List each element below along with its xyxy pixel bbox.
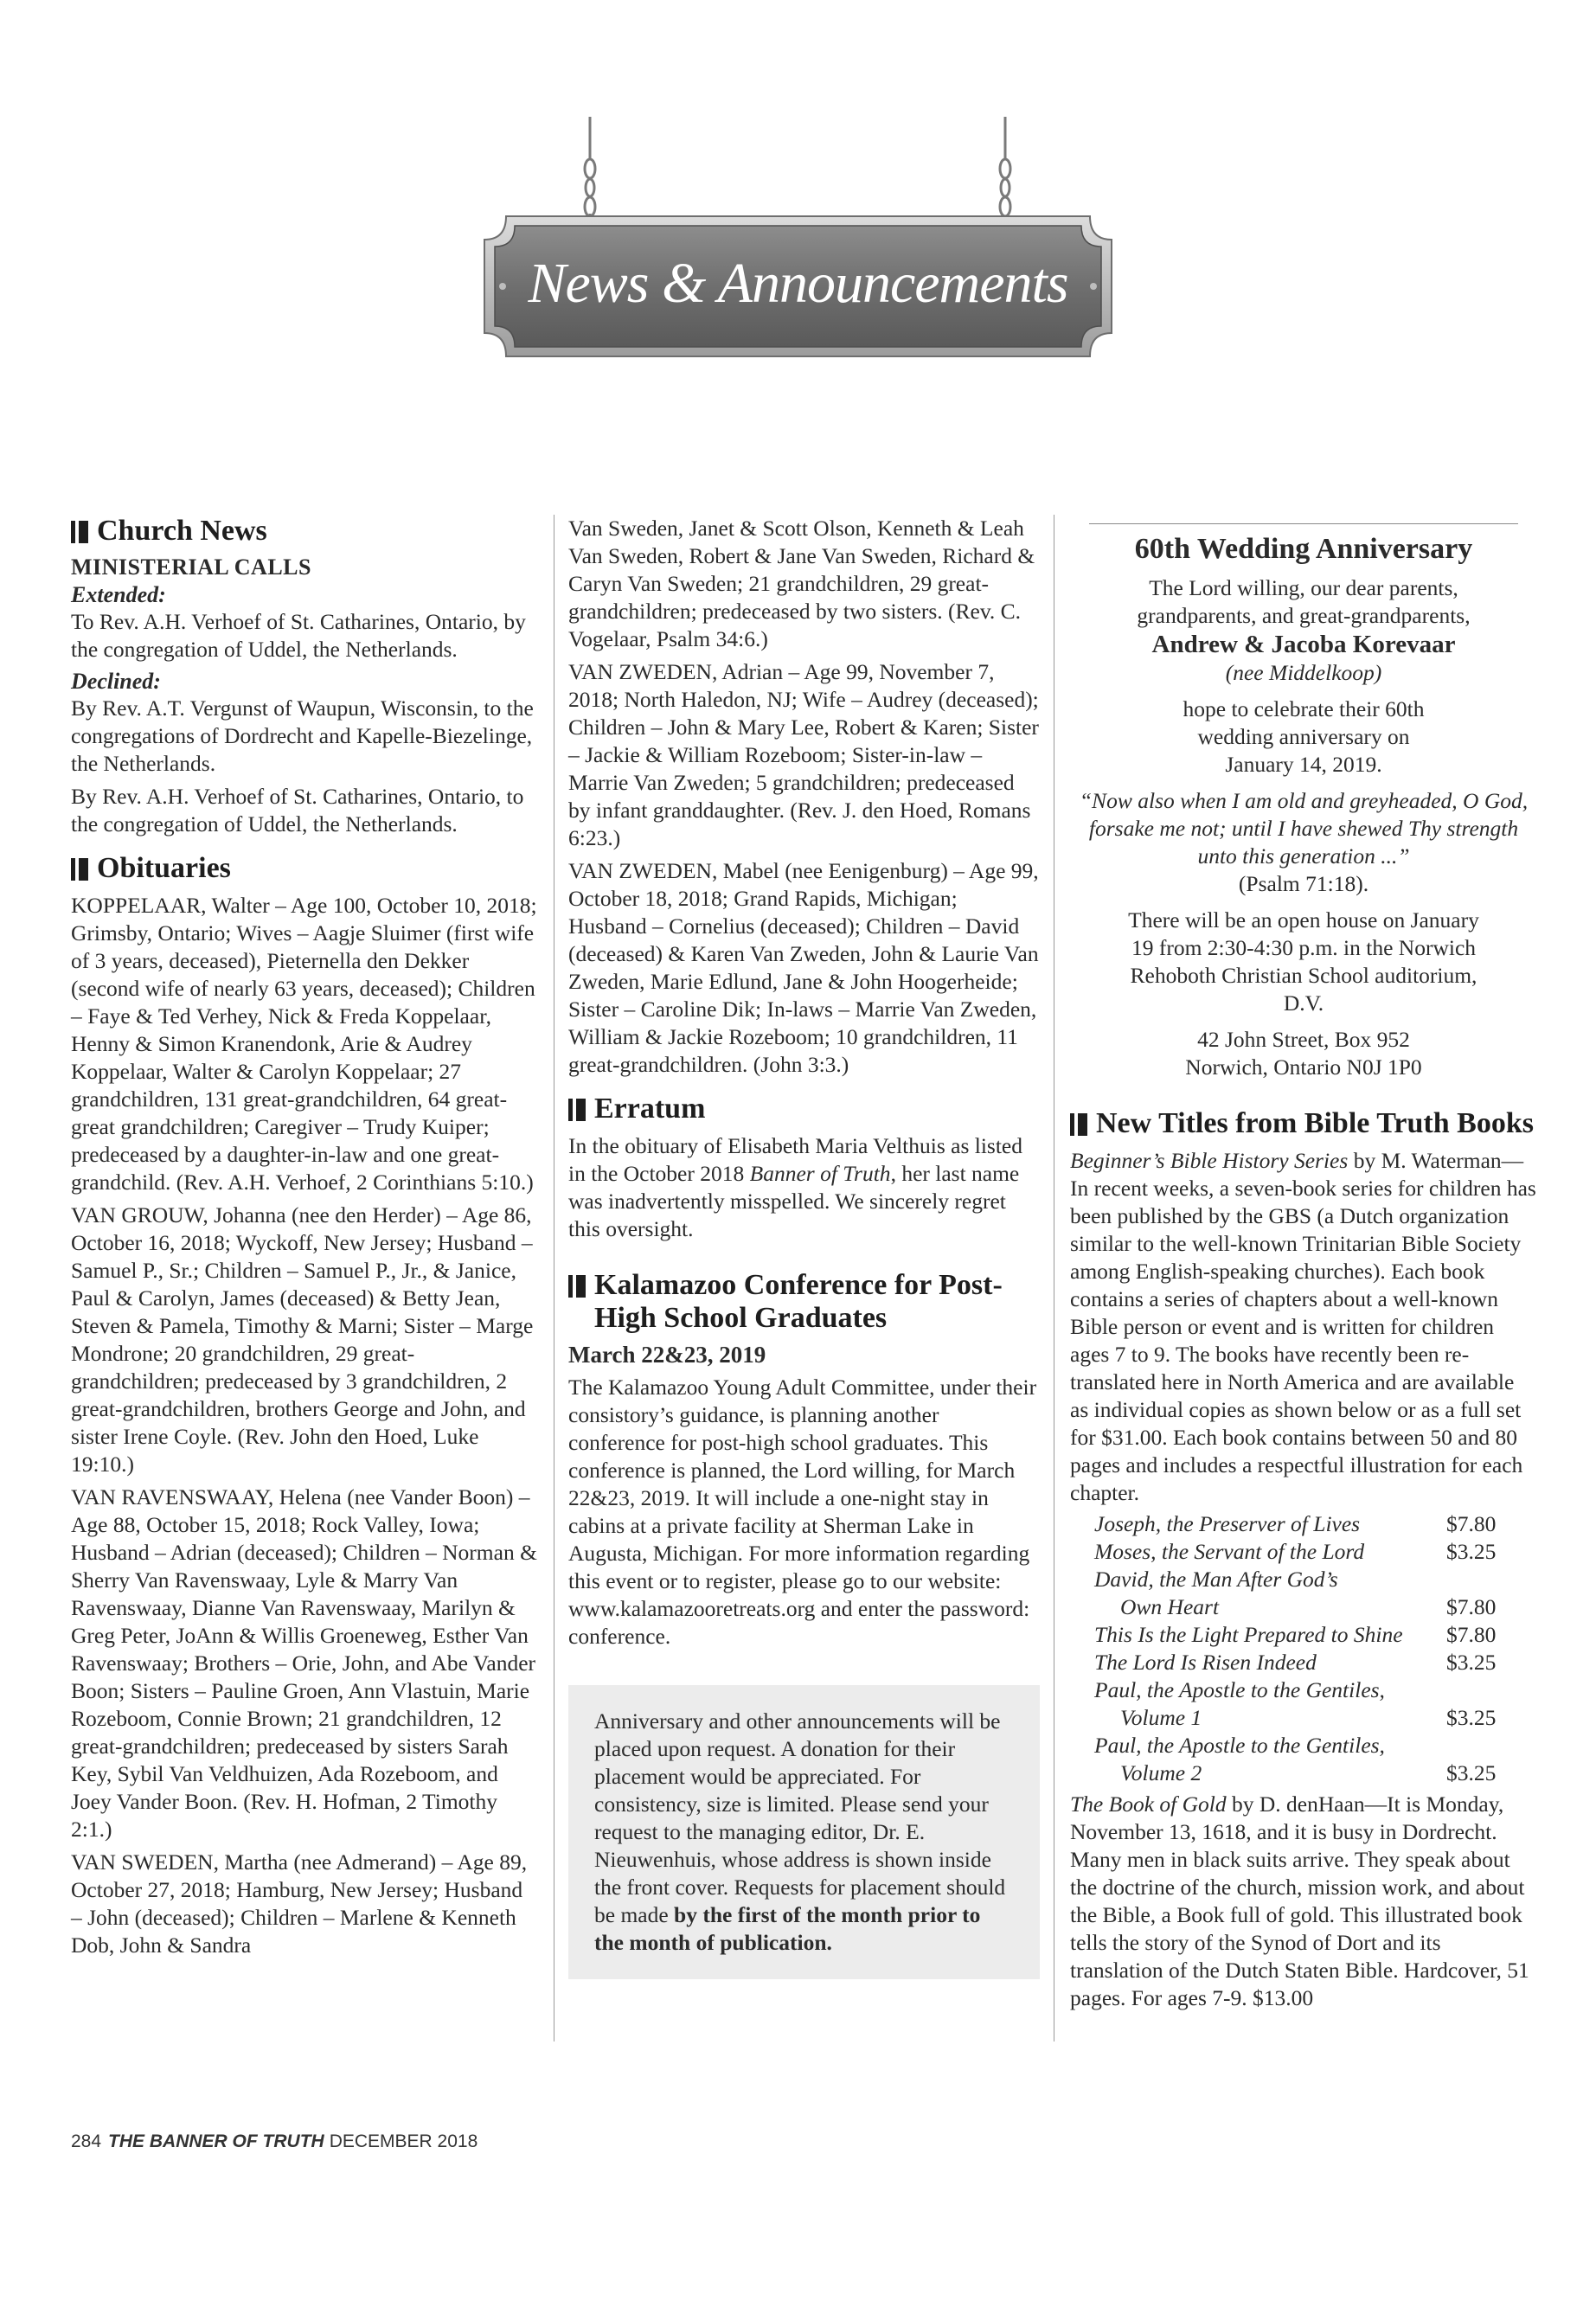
book-of-gold-title: The Book of Gold [1070,1791,1227,1817]
book-price: $3.25 [1446,1760,1497,1785]
kalamazoo-date: March 22&23, 2019 [568,1342,766,1368]
erratum-text-part: In the obituary of Elisabeth Maria Velthuis as listed in the October 2018 [568,1133,1023,1186]
section-bars-icon [71,521,88,543]
anniversary-quote: “Now also when I am old and greyheaded, O God, forsake me not; until I have shewed Thy strength unto this generation ...” [1079,788,1529,868]
book-row [1070,1538,1537,1566]
new-titles-heading [1070,1107,1537,1140]
church-news-heading [71,515,538,548]
book-title-cont: Own Heart [1120,1594,1220,1619]
erratum-publication: Banner of Truth [749,1161,891,1186]
new-titles-title: New Titles from Bible Truth Books [1096,1107,1534,1139]
column-right [1070,515,1537,2012]
anniversary-address-line1: 42 John Street, Box 952 [1197,1027,1410,1052]
obituary-entry: VAN SWEDEN, Martha (nee Admerand) – Age 89, October 27, 2018; Hamburg, New Jersey; Husband – John (deceased); Children – Marlene & Kenneth Dob, John & Sandra [71,1849,528,1958]
erratum-text-part: , her last name was inadvertently misspelled. We sincerely regret this oversight. [568,1161,1020,1241]
obituary-entry: VAN ZWEDEN, Mabel (nee Eenigenburg) – Age 99, October 18, 2018; Grand Rapids, Michigan; Husband – Cornelius (deceased); Children – David (deceased) & Karen Van Zweden, John & Laurie Van Zweden, Marie Edlund, Jane & John Hoogerheide; Sister – Caroline Dik; In-laws – Marrie Van Zweden, William & Jackie Rozeboom; 10 grandchildren, 11 great-grandchildren. (John 3:3.) [568,858,1039,1077]
declined-call: By Rev. A.H. Verhoef of St. Catharines, Ontario, to the congregation of Uddel, the Netherlands. [71,784,524,836]
anniversary-open-house: There will be an open house on January 19 from 2:30-4:30 p.m. in the Norwich Rehoboth Christian School auditorium, D.V. [1128,907,1479,1016]
issue-date: DECEMBER 2018 [329,2131,478,2151]
chain-right [1000,117,1010,216]
book-row [1070,1759,1537,1787]
book-row [1070,1621,1537,1649]
anniversary-title: 60th Wedding Anniversary [1134,533,1473,565]
anniversary-intro: The Lord willing, our dear parents, grandparents, and great-grandparents, [1137,575,1471,628]
book-title: Paul, the Apostle to the Gentiles, [1094,1733,1385,1758]
book-price: $3.25 [1446,1705,1497,1730]
book-row [1070,1566,1537,1593]
book-title: This Is the Light Prepared to Shine [1094,1622,1403,1647]
book-row [1070,1732,1537,1759]
obituary-entry: VAN ZWEDEN, Adrian – Age 99, November 7, 2018; North Haledon, NJ; Wife – Audrey (deceased); Children – John & Mary Lee, Robert & Karen; Sister – Jackie & William Rozeboom; Sister-in-law – Marrie Van Zweden; 5 grandchildren; predeceased by infant granddaughter. (Rev. J. den Hoed, Romans 6:23.) [568,659,1039,850]
book-price: $7.80 [1446,1511,1497,1536]
banner-title: News & Announcements [528,252,1068,315]
book-row [1070,1649,1537,1676]
extended-label: Extended: [71,582,166,607]
obituary-entry: KOPPELAAR, Walter – Age 100, October 10, 2018; Grimsby, Ontario; Wives – Aagje Sluimer (first wife of 3 years, deceased), Pieternella den Dekker (second wife of nearly 63 years, deceased); Children – Faye & Ted Verhey, Nick & Freda Koppelaar, Henny & Simon Kranendonk, Arie & Audrey Koppelaar, Walter & Carolyn Koppelaar; 27 grandchildren, 131 great-grandchildren, 64 great-great grandchildren; Caregiver – Trudy Kuiper; predeceased by a daughter-in-law and one great-grandchild. (Rev. A.H. Verhoef, 2 Corinthians 5:10.) [71,893,537,1195]
section-bars-icon [1070,1113,1087,1136]
anniversary-rule [1089,523,1518,524]
series-text: by M. Waterman—In recent weeks, a seven-book series for children has been published by the GBS (a Dutch organization similar to the well-known Trinitarian Bible Society among English-speaking churches). Each book contains a series of chapters about a well-known Bible person or event and is written for children ages 7 to 9. The books have recently been re-translated here in North America and are available as individual copies as shown below or as a full set for $31.00. Each book contains between 50 and 80 pages and includes a respectful illustration for each chapter. [1070,1148,1536,1505]
book-title: Paul, the Apostle to the Gentiles, [1094,1677,1385,1702]
book-title: David, the Man After God’s [1094,1567,1338,1592]
book-title: The Lord Is Risen Indeed [1094,1650,1317,1675]
obituary-entry: VAN RAVENSWAAY, Helena (nee Vander Boon) – Age 88, October 15, 2018; Rock Valley, Iowa; Husband – Adrian (deceased); Children – Norman & Sherry Van Ravenswaay, Lyle & Marry Van Ravenswaay, Dianne Van Ravenswaay, Marilyn & Greg Peter, JoAnn & Willis Groeneweg, Esther Van Ravenswaay; Brothers – Orie, John, and Abe Vander Boon; Sisters – Pauline Groen, Ann Vlastuin, Marie Rozeboom, Connie Brown; 21 grandchildren, 12 great-grandchildren; predeceased by sisters Sarah Key, Sybil Van Veldhuizen, Ada Rozeboom, and Joey Vander Boon. (Rev. H. Hofman, 2 Timothy 2:1.) [71,1484,537,1842]
book-price-list [1070,1510,1537,1787]
kalamazoo-text: The Kalamazoo Young Adult Committee, under their consistory’s guidance, is planning another conference for post-high school graduates. This conference is planned, the Lord willing, for March 22&23, 2019. It will include a one-night stay in cabins at a private facility at Sherman Lake in Augusta, Michigan. For more information regarding this event or to register, please go to our website: www.kalamazooretreats.org and enter the password: conference. [568,1375,1037,1649]
book-price: $7.80 [1446,1594,1497,1619]
book-title: Joseph, the Preserver of Lives [1094,1511,1361,1536]
kalamazoo-heading [568,1269,1040,1335]
anniversary-celebrate: hope to celebrate their 60th wedding anniversary on January 14, 2019. [1183,696,1425,777]
column-middle [568,515,1040,1979]
notice-text: Anniversary and other announcements will be placed upon request. A donation for their placement would be appreciated. For consistency, size is limited. Please send your request to the managing editor, Dr. E. Nieuwenhuis, whose address is shown inside the front cover. Requests for placement should be made [594,1708,1006,1927]
column-left [71,515,538,1965]
erratum-title: Erratum [594,1093,706,1125]
book-row [1070,1704,1537,1732]
kalamazoo-title: Kalamazoo Conference for Post-High School Graduates [594,1269,1003,1334]
page-number: 284 [71,2131,102,2151]
obituary-entry-continued: Van Sweden, Janet & Scott Olson, Kenneth & Leah Van Sweden, Robert & Jane Van Sweden, Richard & Caryn Van Sweden; 21 grandchildren, 29 great-grandchildren; predeceased by two sisters. (Rev. C. Vogelaar, Psalm 34:6.) [568,516,1035,651]
announcement-notice-box [568,1685,1040,1979]
chain-left [585,117,595,216]
book-price: $3.25 [1446,1539,1497,1564]
obituaries-heading [71,852,538,885]
section-bars-icon [71,858,88,881]
book-row [1070,1510,1537,1538]
church-news-title: Church News [97,515,267,547]
book-row [1070,1593,1537,1621]
book-of-gold-description [1070,1791,1537,2012]
erratum-text [568,1132,1040,1243]
section-bars-icon [568,1275,586,1298]
magazine-name: THE BANNER OF TRUTH [108,2131,324,2151]
obituary-entry: VAN GROUW, Johanna (nee den Herder) – Age 86, October 16, 2018; Wyckoff, New Jersey; Husband – Samuel P., Sr.; Children – Samuel P., Jr., & Janice, Paul & Carolyn, James (deceased) & Betty Jean, Steven & Pamela, Timothy & Marni; Sister – Marge Mondrone; 20 grandchildren, 29 great-grandchildren; predeceased by 3 grandchildren, 2 great-grandchildren, brothers George and John, and sister Irene Coyle. (Rev. John den Hoed, Luke 19:10.) [71,1202,534,1477]
book-row [1070,1676,1537,1704]
obituaries-title: Obituaries [97,852,231,884]
series-title: Beginner’s Bible History Series [1070,1148,1349,1173]
book-title: Moses, the Servant of the Lord [1094,1539,1365,1564]
page-footer [71,2131,478,2152]
anniversary-names: Andrew & Jacoba Korevaar [1151,631,1456,658]
declined-call: By Rev. A.T. Vergunst of Waupun, Wisconsin, to the congregations of Dordrecht and Kapelle-Biezelinge, the Netherlands. [71,695,534,776]
series-description [1070,1147,1537,1507]
erratum-heading [568,1093,1040,1125]
book-price: $3.25 [1446,1650,1497,1675]
ministerial-calls-label: MINISTERIAL CALLS [71,554,311,580]
anniversary-nee: (nee Middelkoop) [1225,660,1382,685]
header-banner [480,117,1116,437]
book-title-cont: Volume 2 [1120,1760,1202,1785]
extended-call: To Rev. A.H. Verhoef of St. Catharines, Ontario, by the congregation of Uddel, the Netherlands. [71,609,526,662]
declined-label: Declined: [71,669,161,694]
section-bars-icon [568,1099,586,1121]
anniversary-address-line2: Norwich, Ontario N0J 1P0 [1185,1054,1422,1080]
book-price: $7.80 [1446,1622,1497,1647]
book-of-gold-text: by D. denHaan—It is Monday, November 13, 1618, and it is busy in Dordrecht. Many men in black suits arrive. They speak about the doctrine of the church, mission work, and about the Bible, a Book full of gold. This illustrated book tells the story of the Synod of Dort and its translation of the Dutch Staten Bible. Hardcover, 51 pages. For ages 7-9. $13.00 [1070,1791,1529,2010]
notice-deadline: by the first of the month prior to the month of publication. [594,1902,981,1955]
anniversary-quote-ref: (Psalm 71:18). [1238,871,1369,896]
book-title-cont: Volume 1 [1120,1705,1202,1730]
